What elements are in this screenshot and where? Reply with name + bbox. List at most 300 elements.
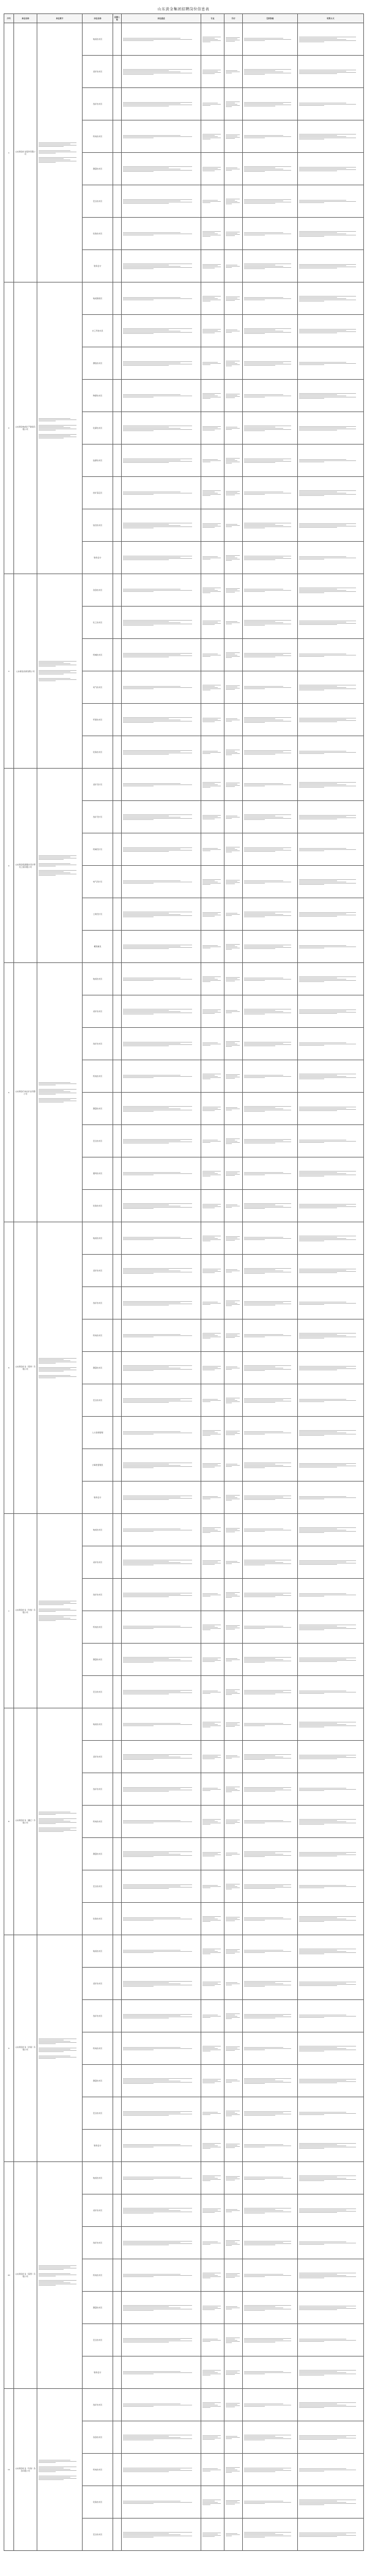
position-major [201, 2356, 224, 2389]
company-intro [37, 1514, 83, 1708]
position-name: 财务会计 [83, 2356, 113, 2389]
position-count [113, 88, 122, 120]
position-qualification [243, 1028, 298, 1060]
position-count [113, 1028, 122, 1060]
company-name: 山东黄金集团烟台设计研究工程有限公司 [14, 769, 37, 963]
position-description [122, 1482, 201, 1514]
position-name: 安全技术员 [83, 2097, 113, 2130]
position-description [122, 56, 201, 88]
position-qualification [243, 1708, 298, 1741]
position-qualification [243, 2227, 298, 2259]
position-count [113, 1255, 122, 1287]
position-degree [224, 1514, 243, 1546]
position-degree [224, 1773, 243, 1806]
position-description [122, 2097, 201, 2130]
position-name: 采矿技术员 [83, 56, 113, 88]
position-major [201, 1611, 224, 1644]
table-row [4, 2389, 364, 2421]
position-name: 电气技术员 [83, 671, 113, 704]
position-degree [224, 1579, 243, 1611]
position-degree [224, 1676, 243, 1708]
position-description [122, 185, 201, 218]
position-count [113, 380, 122, 412]
row-number: 11 [4, 2389, 14, 2551]
position-contact [298, 56, 364, 88]
position-name: 地质技术员 [83, 23, 113, 56]
position-name: 机械设计员 [83, 833, 113, 866]
position-qualification [243, 898, 298, 931]
position-count [113, 1676, 122, 1708]
company-name: 山东黄金矿业（鑫汇）有限公司 [14, 1708, 37, 1935]
position-degree [224, 2227, 243, 2259]
position-qualification [243, 380, 298, 412]
position-contact [298, 477, 364, 509]
position-major [201, 2292, 224, 2324]
position-name: 采矿技术员 [83, 2194, 113, 2227]
position-description [122, 995, 201, 1028]
position-name: 选矿技术员 [83, 2389, 113, 2421]
position-qualification [243, 1125, 298, 1157]
position-degree [224, 120, 243, 153]
position-qualification [243, 1482, 298, 1514]
position-degree [224, 380, 243, 412]
position-description [122, 639, 201, 671]
position-degree [224, 2130, 243, 2162]
position-degree [224, 2259, 243, 2292]
position-contact [298, 2259, 364, 2292]
position-contact [298, 2324, 364, 2356]
position-major [201, 1222, 224, 1255]
position-count [113, 1838, 122, 1870]
position-description [122, 1287, 201, 1319]
header-contact: 联系方式 [298, 14, 364, 23]
position-description [122, 315, 201, 347]
position-major [201, 2486, 224, 2519]
position-qualification [243, 88, 298, 120]
position-degree [224, 1157, 243, 1190]
position-contact [298, 769, 364, 801]
position-degree [224, 509, 243, 542]
position-major [201, 704, 224, 736]
position-description [122, 120, 201, 153]
position-description [122, 2421, 201, 2454]
position-name: 化验技术员 [83, 2486, 113, 2519]
position-description [122, 1741, 201, 1773]
position-degree [224, 185, 243, 218]
position-degree [224, 769, 243, 801]
position-description [122, 2065, 201, 2097]
position-count [113, 1935, 122, 1968]
row-number: 1 [4, 23, 14, 282]
position-degree [224, 315, 243, 347]
position-contact [298, 1384, 364, 1417]
position-count [113, 2356, 122, 2389]
position-contact [298, 574, 364, 607]
position-degree [224, 2194, 243, 2227]
position-count [113, 509, 122, 542]
position-qualification [243, 1546, 298, 1579]
position-name: 机电技术员 [83, 2032, 113, 2065]
position-name: 机电技术员 [83, 2454, 113, 2486]
position-major [201, 1968, 224, 2000]
position-degree [224, 2065, 243, 2097]
position-qualification [243, 282, 298, 315]
position-qualification [243, 2194, 298, 2227]
position-description [122, 88, 201, 120]
position-count [113, 574, 122, 607]
position-description [122, 963, 201, 995]
position-description [122, 1449, 201, 1482]
position-major [201, 509, 224, 542]
position-major [201, 1319, 224, 1352]
position-name: 电气设计员 [83, 866, 113, 898]
position-name: 概预算员 [83, 931, 113, 963]
position-name: 地质技术员 [83, 1514, 113, 1546]
position-degree [224, 1968, 243, 2000]
position-name: 安全技术员 [83, 1676, 113, 1708]
position-degree [224, 542, 243, 574]
position-degree [224, 2356, 243, 2389]
position-description [122, 1644, 201, 1676]
position-name: 测量技术员 [83, 1093, 113, 1125]
position-contact [298, 1060, 364, 1093]
position-name: 安全技术员 [83, 1384, 113, 1417]
position-description [122, 574, 201, 607]
position-count [113, 1968, 122, 2000]
position-description [122, 2194, 201, 2227]
position-count [113, 347, 122, 380]
position-name: 采矿技术员 [83, 1546, 113, 1579]
position-major [201, 833, 224, 866]
position-contact [298, 1968, 364, 2000]
position-major [201, 23, 224, 56]
position-major [201, 1708, 224, 1741]
position-name: 采矿技术员 [83, 1741, 113, 1773]
position-qualification [243, 153, 298, 185]
position-name: 选矿技术员 [83, 88, 113, 120]
position-contact [298, 1514, 364, 1546]
position-count [113, 477, 122, 509]
position-contact [298, 1935, 364, 1968]
position-qualification [243, 2454, 298, 2486]
position-major [201, 1579, 224, 1611]
position-major [201, 574, 224, 607]
position-degree [224, 1935, 243, 1968]
position-count [113, 1806, 122, 1838]
position-count [113, 1449, 122, 1482]
position-qualification [243, 218, 298, 250]
position-qualification [243, 769, 298, 801]
position-name: 安全技术员 [83, 2519, 113, 2551]
position-degree [224, 347, 243, 380]
position-name: 土建设计员 [83, 898, 113, 931]
position-qualification [243, 704, 298, 736]
position-description [122, 2454, 201, 2486]
position-qualification [243, 2324, 298, 2356]
position-qualification [243, 866, 298, 898]
position-major [201, 1514, 224, 1546]
position-description [122, 1935, 201, 1968]
position-contact [298, 1676, 364, 1708]
position-qualification [243, 639, 298, 671]
position-major [201, 445, 224, 477]
position-contact [298, 120, 364, 153]
position-major [201, 801, 224, 833]
row-number: 5 [4, 963, 14, 1222]
company-name: 山东黄金地质矿产勘查有限公司 [14, 282, 37, 574]
position-contact [298, 2292, 364, 2324]
position-count [113, 2000, 122, 2032]
position-count [113, 1546, 122, 1579]
position-name: 地质技术员 [83, 1935, 113, 1968]
position-count [113, 2130, 122, 2162]
position-degree [224, 833, 243, 866]
position-qualification [243, 1579, 298, 1611]
position-name: 信息技术员 [83, 509, 113, 542]
position-description [122, 736, 201, 769]
position-degree [224, 282, 243, 315]
position-count [113, 23, 122, 56]
position-major [201, 1676, 224, 1708]
position-qualification [243, 1449, 298, 1482]
position-description [122, 2519, 201, 2551]
table-row [4, 574, 364, 607]
position-count [113, 2259, 122, 2292]
position-contact [298, 185, 364, 218]
header-count: 招聘人数 [113, 14, 122, 23]
row-number: 4 [4, 769, 14, 963]
row-number: 8 [4, 1708, 14, 1935]
position-qualification [243, 801, 298, 833]
position-degree [224, 1093, 243, 1125]
position-count [113, 2454, 122, 2486]
position-qualification [243, 1287, 298, 1319]
position-count [113, 963, 122, 995]
position-degree [224, 1806, 243, 1838]
position-name: 机电技术员 [83, 2259, 113, 2292]
position-contact [298, 607, 364, 639]
position-count [113, 1482, 122, 1514]
position-contact [298, 1287, 364, 1319]
position-degree [224, 2162, 243, 2194]
position-description [122, 380, 201, 412]
position-description [122, 1319, 201, 1352]
position-name: 人力资源管理 [83, 1417, 113, 1449]
position-contact [298, 1190, 364, 1222]
position-count [113, 153, 122, 185]
position-degree [224, 23, 243, 56]
position-name: 化探技术员 [83, 412, 113, 445]
position-count [113, 607, 122, 639]
company-name: 山东黄金冶炼有限公司 [14, 574, 37, 769]
position-degree [224, 445, 243, 477]
position-count [113, 2519, 122, 2551]
position-degree [224, 1384, 243, 1417]
position-contact [298, 1255, 364, 1287]
position-name: 安全技术员 [83, 185, 113, 218]
position-description [122, 2292, 201, 2324]
position-name: 机电技术员 [83, 1806, 113, 1838]
position-qualification [243, 347, 298, 380]
position-qualification [243, 1870, 298, 1903]
position-count [113, 736, 122, 769]
position-count [113, 1514, 122, 1546]
position-contact [298, 1125, 364, 1157]
position-degree [224, 1190, 243, 1222]
position-description [122, 2389, 201, 2421]
position-count [113, 898, 122, 931]
position-count [113, 2194, 122, 2227]
position-contact [298, 218, 364, 250]
position-qualification [243, 2000, 298, 2032]
table-header-row [4, 14, 364, 23]
position-major [201, 1287, 224, 1319]
position-contact [298, 1773, 364, 1806]
position-description [122, 2324, 201, 2356]
position-major [201, 769, 224, 801]
position-major [201, 995, 224, 1028]
position-contact [298, 1579, 364, 1611]
position-count [113, 1708, 122, 1741]
position-major [201, 2130, 224, 2162]
position-major [201, 2454, 224, 2486]
position-degree [224, 1482, 243, 1514]
company-intro [37, 2162, 83, 2389]
position-degree [224, 88, 243, 120]
position-name: 选矿技术员 [83, 1028, 113, 1060]
position-name: 机电技术员 [83, 1319, 113, 1352]
position-description [122, 445, 201, 477]
row-number: 2 [4, 282, 14, 574]
position-count [113, 1579, 122, 1611]
position-contact [298, 1352, 364, 1384]
position-contact [298, 931, 364, 963]
position-count [113, 1611, 122, 1644]
position-contact [298, 2356, 364, 2389]
company-name: 山东黄金矿业（玲珑）选冶有限公司 [14, 2389, 37, 2551]
position-name: 地质勘查员 [83, 282, 113, 315]
header-major: 专业 [201, 14, 224, 23]
position-degree [224, 704, 243, 736]
position-description [122, 2000, 201, 2032]
position-count [113, 2292, 122, 2324]
position-degree [224, 1611, 243, 1644]
position-major [201, 250, 224, 282]
position-contact [298, 1644, 364, 1676]
position-major [201, 2421, 224, 2454]
position-qualification [243, 23, 298, 56]
position-degree [224, 2032, 243, 2065]
position-major [201, 931, 224, 963]
position-major [201, 282, 224, 315]
position-count [113, 250, 122, 282]
position-count [113, 1644, 122, 1676]
position-qualification [243, 963, 298, 995]
position-degree [224, 1319, 243, 1352]
position-count [113, 801, 122, 833]
position-major [201, 1093, 224, 1125]
position-description [122, 833, 201, 866]
position-contact [298, 88, 364, 120]
position-degree [224, 1546, 243, 1579]
position-name: 选矿技术员 [83, 1773, 113, 1806]
position-major [201, 1157, 224, 1190]
company-name: 山东黄金矿业（莱西）有限公司 [14, 2162, 37, 2389]
position-count [113, 1741, 122, 1773]
position-major [201, 1644, 224, 1676]
position-count [113, 1125, 122, 1157]
position-major [201, 477, 224, 509]
position-qualification [243, 1903, 298, 1935]
position-count [113, 2324, 122, 2356]
position-qualification [243, 1644, 298, 1676]
position-description [122, 1190, 201, 1222]
row-number: 3 [4, 574, 14, 769]
position-name: 测量技术员 [83, 1838, 113, 1870]
position-major [201, 866, 224, 898]
position-count [113, 120, 122, 153]
position-degree [224, 607, 243, 639]
position-count [113, 1903, 122, 1935]
position-major [201, 2194, 224, 2227]
position-count [113, 866, 122, 898]
position-description [122, 23, 201, 56]
position-qualification [243, 1968, 298, 2000]
position-description [122, 347, 201, 380]
position-qualification [243, 509, 298, 542]
position-description [122, 769, 201, 801]
position-description [122, 1417, 201, 1449]
position-contact [298, 23, 364, 56]
position-qualification [243, 736, 298, 769]
position-major [201, 639, 224, 671]
position-count [113, 1773, 122, 1806]
position-contact [298, 1546, 364, 1579]
position-major [201, 1806, 224, 1838]
position-description [122, 509, 201, 542]
position-name: 环保技术员 [83, 704, 113, 736]
company-intro [37, 1708, 83, 1935]
position-name: 计算机管理员 [83, 1449, 113, 1482]
position-count [113, 639, 122, 671]
position-contact [298, 380, 364, 412]
company-intro [37, 2389, 83, 2551]
position-name: 地质技术员 [83, 1222, 113, 1255]
position-qualification [243, 2421, 298, 2454]
position-name: 选矿技术员 [83, 1287, 113, 1319]
position-contact [298, 833, 364, 866]
position-major [201, 347, 224, 380]
position-qualification [243, 120, 298, 153]
position-degree [224, 1870, 243, 1903]
position-name: 安全技术员 [83, 1870, 113, 1903]
position-major [201, 1190, 224, 1222]
header-position: 岗位名称 [83, 14, 113, 23]
position-major [201, 1125, 224, 1157]
position-name: 选矿技术员 [83, 1579, 113, 1611]
position-count [113, 2032, 122, 2065]
position-description [122, 866, 201, 898]
position-name: 水工环技术员 [83, 315, 113, 347]
position-degree [224, 671, 243, 704]
position-contact [298, 963, 364, 995]
position-major [201, 2162, 224, 2194]
position-name: 安全技术员 [83, 1125, 113, 1157]
position-major [201, 2097, 224, 2130]
position-description [122, 1968, 201, 2000]
company-intro [37, 1935, 83, 2162]
position-major [201, 1773, 224, 1806]
